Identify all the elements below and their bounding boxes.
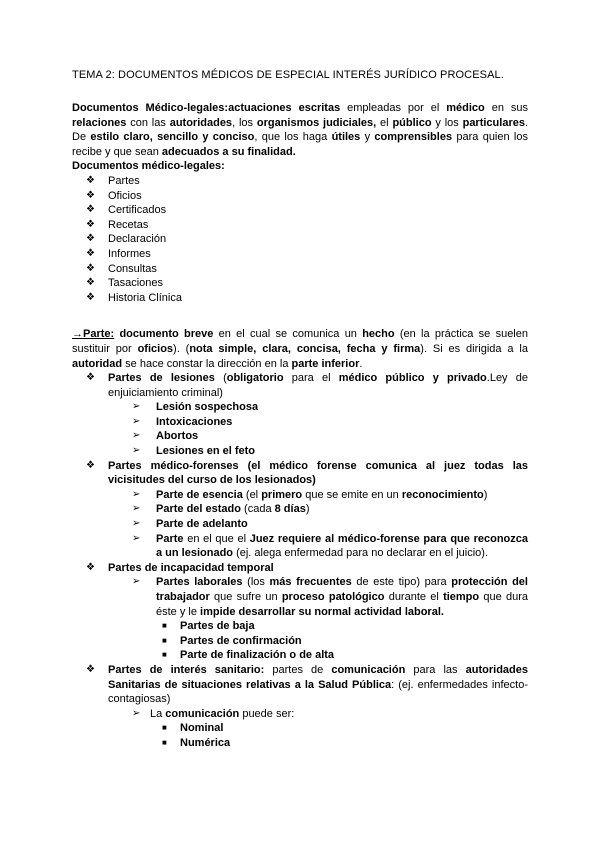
parte-term: autoridad: [72, 357, 123, 370]
parte-term: nota simple, clara, concisa, fecha y firma: [189, 342, 421, 355]
outline-text: puede ser:: [239, 707, 295, 720]
list-item-label: Informes: [108, 247, 151, 260]
list-item-label: Intoxicaciones: [156, 415, 233, 428]
list-item-label: Oficios: [108, 189, 142, 202]
outline-term: reconocimiento: [401, 488, 484, 501]
outline-text: para las: [405, 663, 466, 676]
outline-term: Juez requiere al médico-forense para que reconozca a un lesionado: [156, 532, 528, 560]
intro-text: . De: [72, 116, 529, 144]
outline-term: obligatorio: [226, 372, 284, 385]
parte-term: oficios: [137, 342, 174, 355]
list-item-label: Certificados: [108, 204, 167, 217]
list-item: [72, 415, 528, 430]
list-item: [72, 619, 528, 634]
diamond-bullet-icon: ❖: [86, 189, 95, 201]
outline-item-incapacidad: [72, 561, 528, 576]
intro-term: médico: [446, 102, 485, 114]
square-bullet-icon: ■: [162, 621, 167, 631]
diamond-bullet-icon: ❖: [86, 277, 95, 289]
square-bullet-icon: ■: [162, 635, 167, 645]
intro-paragraph: [72, 101, 528, 159]
intro-term: autoridades: [169, 116, 233, 129]
square-bullet-icon: ■: [162, 650, 167, 660]
outline-text: (los: [242, 576, 270, 589]
list-item: [72, 218, 528, 233]
list-item-label: Consultas: [108, 262, 157, 275]
list-item: [72, 400, 528, 415]
parte-term: documento breve: [114, 328, 214, 341]
outline-term: Parte: [156, 532, 184, 545]
outline-term: más frecuentes: [269, 576, 352, 589]
parte-term: parte inferior: [291, 357, 360, 370]
list-item: [72, 648, 528, 663]
list-item-label: Numérica: [180, 736, 231, 749]
arrow-bullet-icon: ➢: [132, 518, 141, 530]
intro-term: organismos judiciales,: [256, 116, 377, 129]
arrow-bullet-icon: ➢: [132, 503, 141, 515]
diamond-bullet-icon: ❖: [86, 663, 95, 675]
arrow-bullet-icon: ➢: [132, 445, 141, 457]
outline-text: (el: [242, 488, 262, 501]
outline-text: de este tipo) para: [351, 576, 452, 589]
list-item-label: Partes de baja: [180, 620, 255, 633]
outline-term: comunicación: [165, 707, 240, 720]
outline-term: autoridades Sanitarias de situaciones relativas a la Salud Pública: [108, 663, 528, 691]
outline-term: protección del trabajador: [156, 576, 528, 603]
parte-arrow-icon: →: [72, 328, 83, 341]
outline-term: Parte de esencia: [156, 488, 243, 501]
parte-term: hecho: [362, 328, 395, 341]
intro-term: particulares: [462, 116, 525, 129]
outline-text: ): [305, 503, 310, 516]
intro-text: empleadas por el: [340, 102, 447, 114]
list-item-label: Abortos: [156, 430, 199, 443]
arrow-bullet-icon: ➢: [132, 707, 141, 719]
document-title: TEMA 2: DOCUMENTOS MÉDICOS DE ESPECIAL INTERÉS JURÍDICO PROCESAL.: [72, 69, 504, 81]
diamond-bullet-icon: ❖: [86, 247, 95, 259]
parte-label: Parte:: [83, 328, 115, 341]
outline-term: Partes laborales: [156, 576, 243, 589]
outline-text: que dura éste y le: [156, 591, 528, 618]
list-item: [72, 707, 528, 722]
outline-item-lesiones: [72, 371, 528, 400]
list-item-label: Tasaciones: [108, 277, 164, 290]
intro-text: en sus: [484, 102, 529, 114]
list-item: [72, 232, 528, 247]
parte-text: en el cual se comunica un: [213, 328, 363, 341]
list-item: [72, 444, 528, 459]
list-item-label: Partes: [108, 174, 140, 187]
square-bullet-icon: ■: [162, 737, 167, 747]
parte-text: ). (: [173, 342, 190, 355]
outline-term: Parte del estado: [156, 503, 241, 516]
diamond-bullet-icon: ❖: [86, 291, 95, 303]
outline-text: (cada: [240, 503, 275, 516]
list-item: [72, 203, 528, 218]
document-page: [72, 69, 528, 751]
outline-term: proceso patológico: [281, 591, 385, 603]
list-item: [72, 189, 528, 204]
diamond-bullet-icon: ❖: [86, 372, 95, 384]
intro-text: y los: [431, 116, 463, 129]
outline-term: tiempo: [443, 591, 480, 603]
list-item: [72, 575, 528, 619]
list-item-label: Recetas: [108, 218, 149, 231]
outline-text: : (ej. enfermedades infecto-contagiosas): [108, 678, 528, 706]
spacer: [72, 305, 528, 327]
outline-term: Parte de adelanto: [156, 518, 248, 531]
list-item-label: Lesión sospechosa: [156, 401, 259, 414]
outline-item-sanitario: [72, 663, 528, 707]
outline-term: impide desarrollar su normal actividad laboral.: [200, 605, 444, 618]
outline-term: 8 días: [274, 503, 306, 516]
outline-text: durante el: [384, 591, 444, 603]
outline-title: Partes de incapacidad temporal: [108, 561, 274, 574]
intro-term: Documentos Médico-legales:actuaciones escritas: [72, 102, 341, 114]
list-item: [72, 291, 528, 306]
square-bullet-icon: ■: [162, 723, 167, 733]
outline-term: médico público y privado: [338, 372, 487, 385]
outline-text: partes de: [264, 663, 332, 676]
parte-text: .: [359, 357, 363, 370]
outline-text: La: [150, 707, 166, 720]
list-item: [72, 517, 528, 532]
partes-outline: [72, 371, 528, 750]
outline-term: comunicación: [331, 663, 406, 676]
intro-text: , que los haga: [254, 131, 332, 144]
list-item: [72, 247, 528, 262]
outline-item-forenses: [72, 459, 528, 488]
list-item-label: Lesiones en el feto: [156, 445, 256, 458]
diamond-bullet-icon: ❖: [86, 459, 95, 471]
outline-text: en el que el: [183, 532, 250, 545]
arrow-bullet-icon: ➢: [132, 532, 141, 544]
list-item-label: Nominal: [180, 722, 224, 735]
arrow-bullet-icon: ➢: [132, 430, 141, 442]
list-item: [72, 262, 528, 277]
outline-title: Partes de interés sanitario:: [108, 663, 265, 676]
list-heading-text: Documentos médico-legales:: [72, 160, 225, 173]
intro-term: público: [392, 116, 432, 129]
intro-term: adecuados a su finalidad.: [161, 145, 296, 158]
arrow-bullet-icon: ➢: [132, 401, 141, 413]
outline-text: para el: [283, 372, 339, 385]
list-item: [72, 532, 528, 561]
intro-term: estilo claro, sencillo y conciso: [90, 131, 255, 144]
outline-text: .Ley de enjuiciamiento criminal): [108, 372, 528, 399]
list-item: [72, 276, 528, 291]
intro-term: relaciones: [72, 116, 127, 129]
diamond-bullet-icon: ❖: [86, 233, 95, 245]
parte-text: ). Si es dirigida a la: [420, 342, 528, 355]
list-item-label: Partes de confirmación: [180, 634, 302, 647]
diamond-bullet-icon: ❖: [86, 561, 95, 573]
outline-text: ): [483, 488, 488, 501]
list-item-label: Historia Clínica: [108, 291, 182, 304]
intro-term: útiles: [331, 131, 361, 144]
diamond-bullet-icon: ❖: [86, 218, 95, 230]
intro-text: y: [360, 131, 375, 144]
list-heading: [72, 159, 528, 174]
list-item: [72, 174, 528, 189]
doc-types-list: [72, 174, 528, 305]
diamond-bullet-icon: ❖: [86, 204, 95, 216]
outline-title: Partes médico-forenses (el médico forense comunica al juez todas las vicisitudes del curso de los lesionados): [108, 459, 528, 487]
intro-term: comprensibles: [374, 131, 453, 144]
list-item: [72, 488, 528, 503]
list-item-label: Declaración: [108, 233, 167, 246]
list-item: [72, 736, 528, 751]
list-item: [72, 721, 528, 736]
intro-text: para quien los recibe y que sean: [72, 131, 528, 158]
outline-text: (ej. alega enfermedad para no declarar en el juicio).: [233, 547, 488, 560]
outline-text: que se emite en un: [302, 488, 402, 501]
arrow-bullet-icon: ➢: [132, 415, 141, 427]
parte-definition: [72, 327, 528, 371]
list-item-label: Parte de finalización o de alta: [180, 649, 335, 662]
outline-term: primero: [261, 488, 303, 501]
outline-text: (: [214, 372, 227, 385]
intro-text: , los: [232, 116, 257, 129]
diamond-bullet-icon: ❖: [86, 262, 95, 274]
arrow-bullet-icon: ➢: [132, 576, 141, 588]
parte-text: (en la práctica se suelen sustituir por: [72, 328, 528, 355]
outline-text: que sufre un: [209, 591, 282, 603]
diamond-bullet-icon: ❖: [86, 174, 95, 186]
intro-text: con las: [126, 116, 170, 129]
list-item: [72, 634, 528, 649]
list-item: [72, 502, 528, 517]
outline-title: Partes de lesiones: [108, 372, 215, 385]
parte-text: se hace constar la dirección en la: [122, 357, 292, 370]
arrow-bullet-icon: ➢: [132, 488, 141, 500]
intro-text: el: [376, 116, 393, 129]
list-item: [72, 429, 528, 444]
